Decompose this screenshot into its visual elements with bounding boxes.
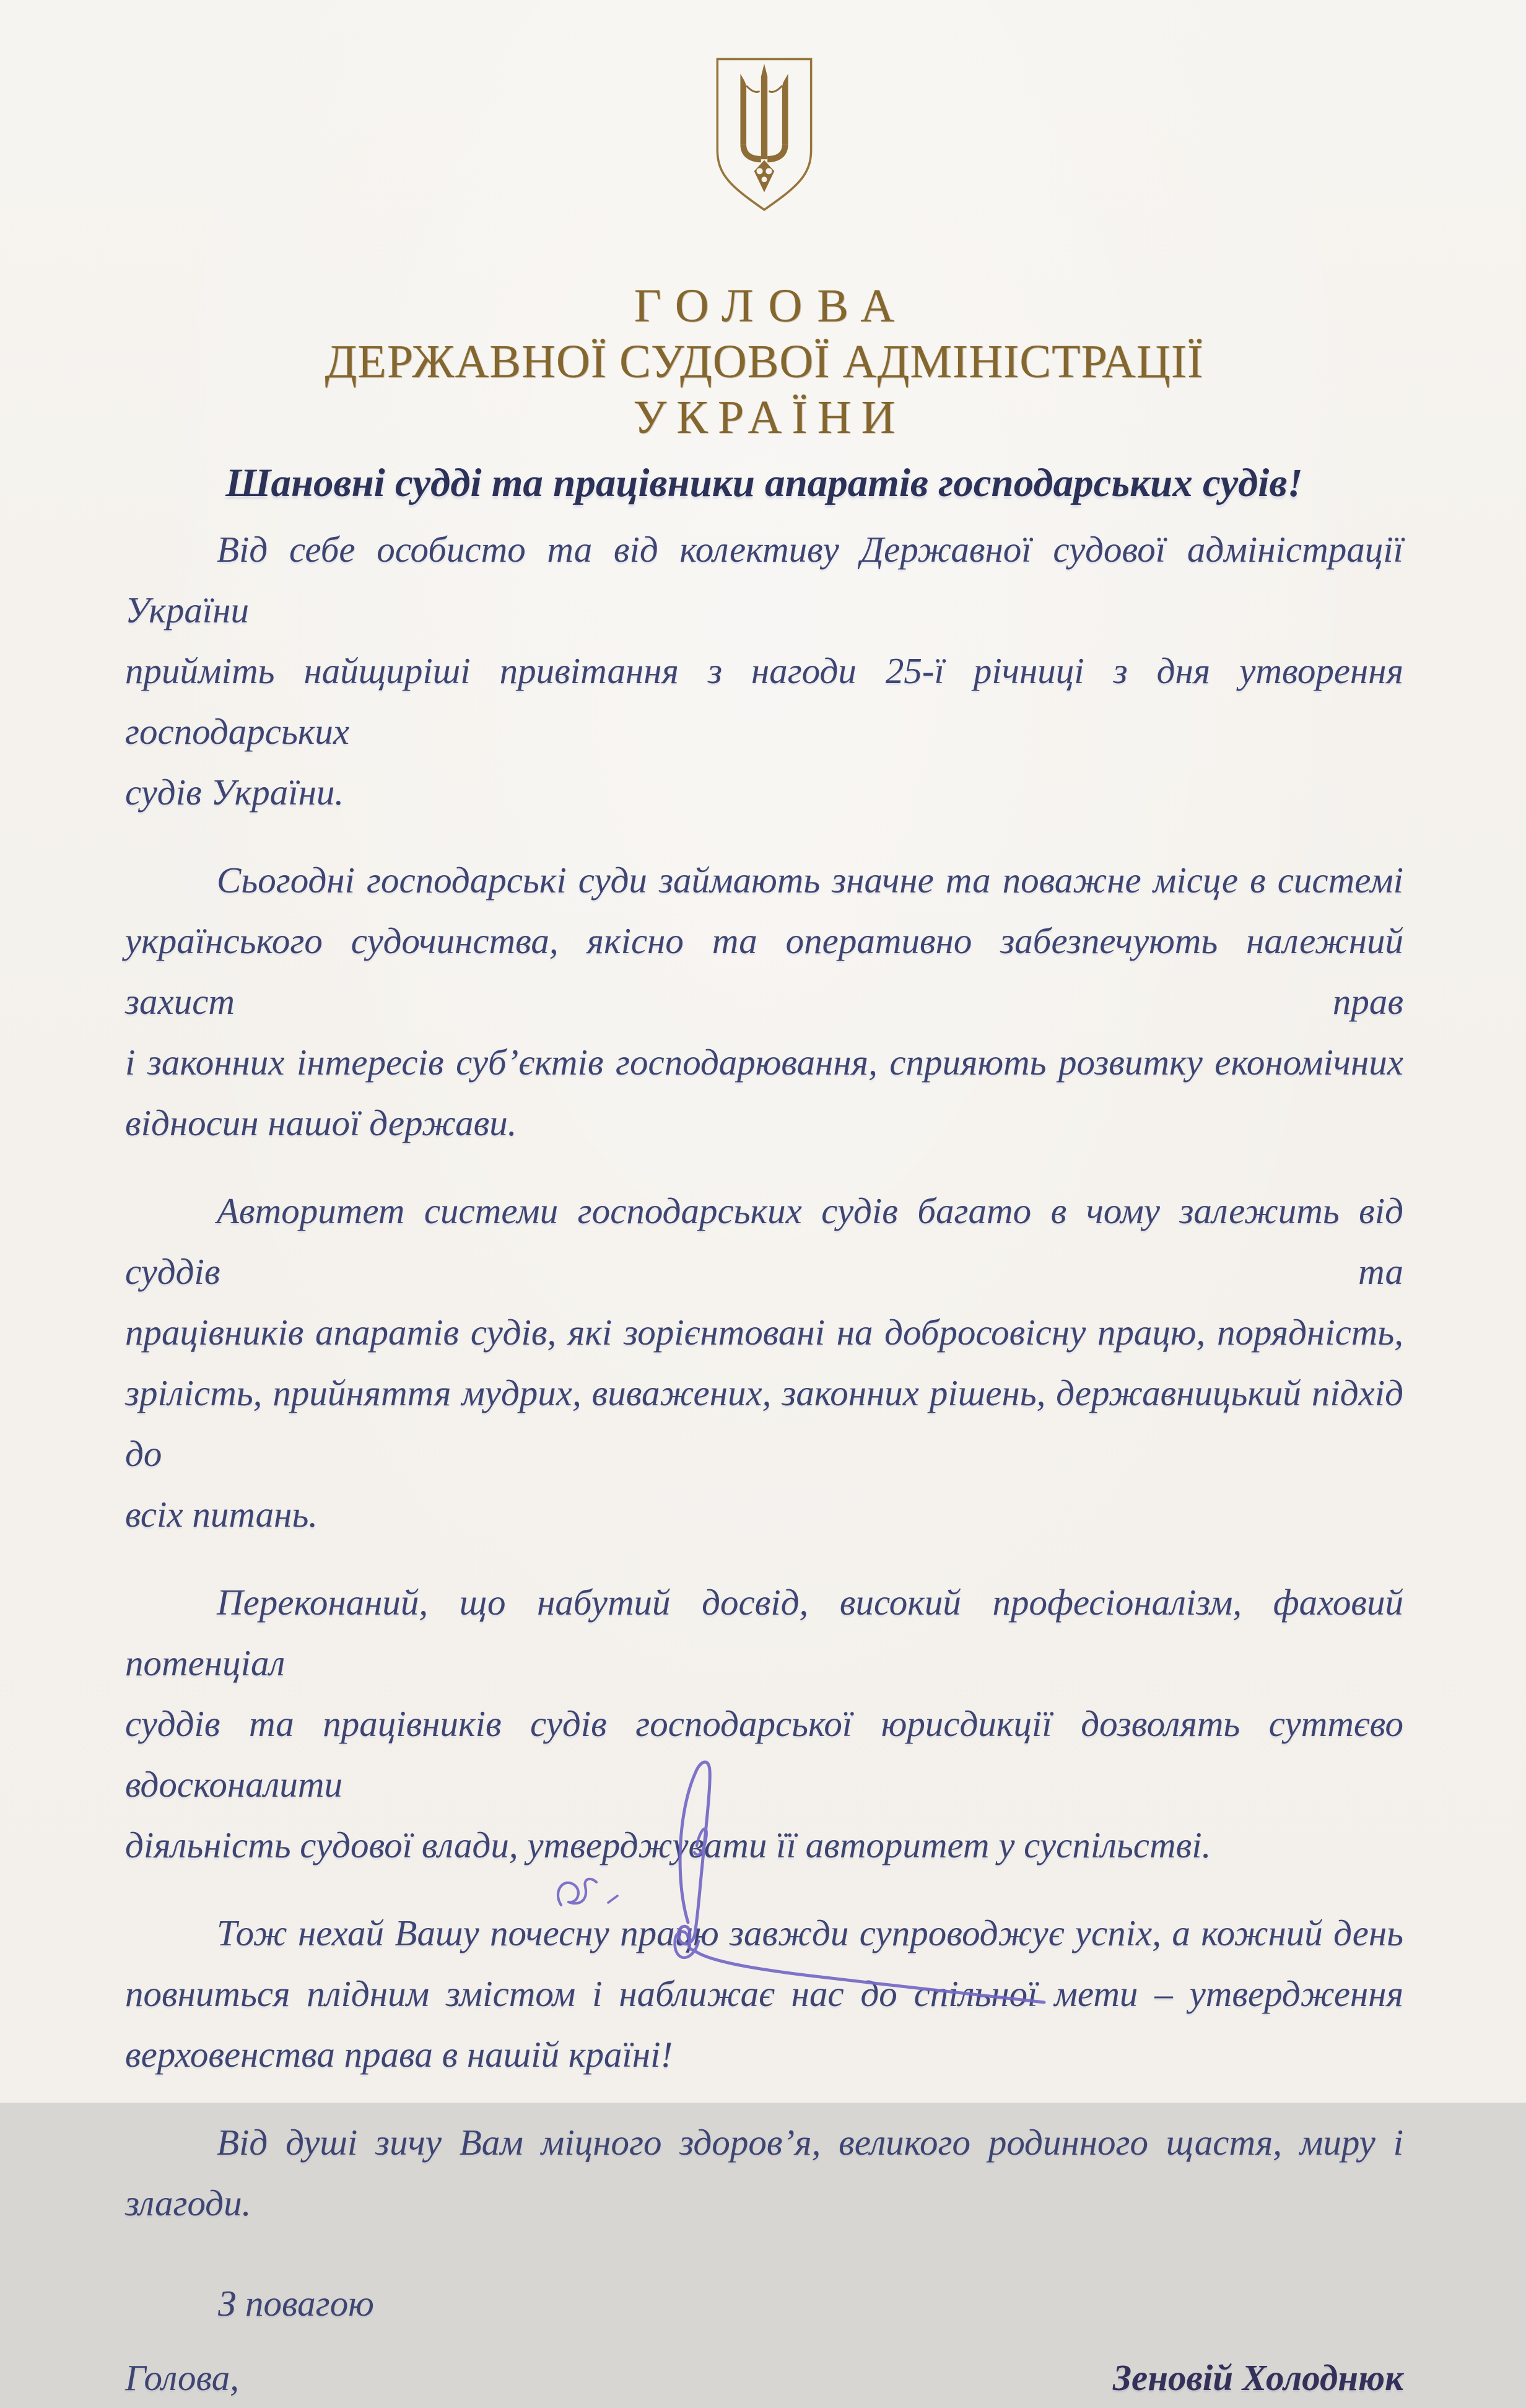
text-line: відносин нашої держави. (125, 1102, 517, 1143)
body-paragraph (125, 1572, 1403, 1875)
text-line: Авторитет системи господарських судів багато в чому залежить від суддів та (125, 1190, 1403, 1292)
text-line: повниться плідним змістом і наближає нас до спільної мети – утвердження (125, 1973, 1403, 2014)
text-line: Від душі зичу Вам міцного здоров’я, великого родинного щастя, миру і (217, 2122, 1403, 2163)
letterhead-emblem (125, 0, 1403, 221)
text-line: Тож нехай Вашу почесну працю завжди супроводжує успіх, а кожний день (217, 1913, 1403, 1953)
body-paragraph (125, 519, 1403, 822)
text-line: зрілість, прийняття мудрих, виважених, законних рішень, державницький підхід до (125, 1372, 1403, 1474)
body-paragraph (125, 1903, 1403, 2085)
body-paragraph (125, 1180, 1403, 1545)
text-line: працівників апаратів судів, які зорієнтовані на добросовісну працю, порядність, (125, 1312, 1403, 1353)
ukraine-trident-icon (709, 55, 819, 218)
text-line: злагоди. (125, 2183, 251, 2223)
text-line: Від себе особисто та від колективу Державної судової адміністрації України (125, 529, 1403, 630)
signer-position: Голова, (125, 2357, 239, 2398)
text-line: всіх питань. (125, 1494, 318, 1535)
salutation: Шановні судді та працівники апаратів господарських судів! (225, 461, 1303, 505)
text-line: Сьогодні господарські суди займають значне та поважне місце в системі (217, 860, 1403, 901)
letterhead-line-3: УКРАЇНИ (633, 391, 905, 443)
text-line: прийміть найщиріші привітання з нагоди 25-ї річниці з дня утворення господарських (125, 650, 1403, 752)
text-line: судів України. (125, 772, 344, 813)
letter-body (125, 519, 1403, 2233)
text-line: діяльність судової влади, утверджувати її авторитет у суспільстві. (125, 1825, 1211, 1865)
closing-regards: З повагою (218, 2283, 374, 2324)
body-paragraph (125, 2112, 1403, 2233)
signature-row (125, 2347, 1403, 2408)
text-line: суддів та працівників судів господарської юрисдикції дозволять суттєво вдосконалити (125, 1703, 1403, 1805)
letterhead (125, 278, 1403, 445)
closing-block (125, 2273, 1403, 2408)
text-line: українського судочинства, якісно та оперативно забезпечують належний захист прав (125, 920, 1403, 1022)
text-line: Переконаний, що набутий досвід, високий професіоналізм, фаховий потенціал (125, 1582, 1403, 1683)
letterhead-line-1: ГОЛОВА (634, 280, 910, 332)
text-line: верховенства права в нашій країні! (125, 2034, 673, 2075)
text-line: і законних інтересів суб’єктів господарювання, сприяють розвитку економічних (125, 1042, 1403, 1083)
letterhead-line-2: ДЕРЖАВНОЇ СУДОВОЇ АДМІНІСТРАЦІЇ (325, 336, 1204, 388)
signer-name: Зеновій Холоднюк (1113, 2357, 1403, 2398)
body-paragraph (125, 850, 1403, 1153)
